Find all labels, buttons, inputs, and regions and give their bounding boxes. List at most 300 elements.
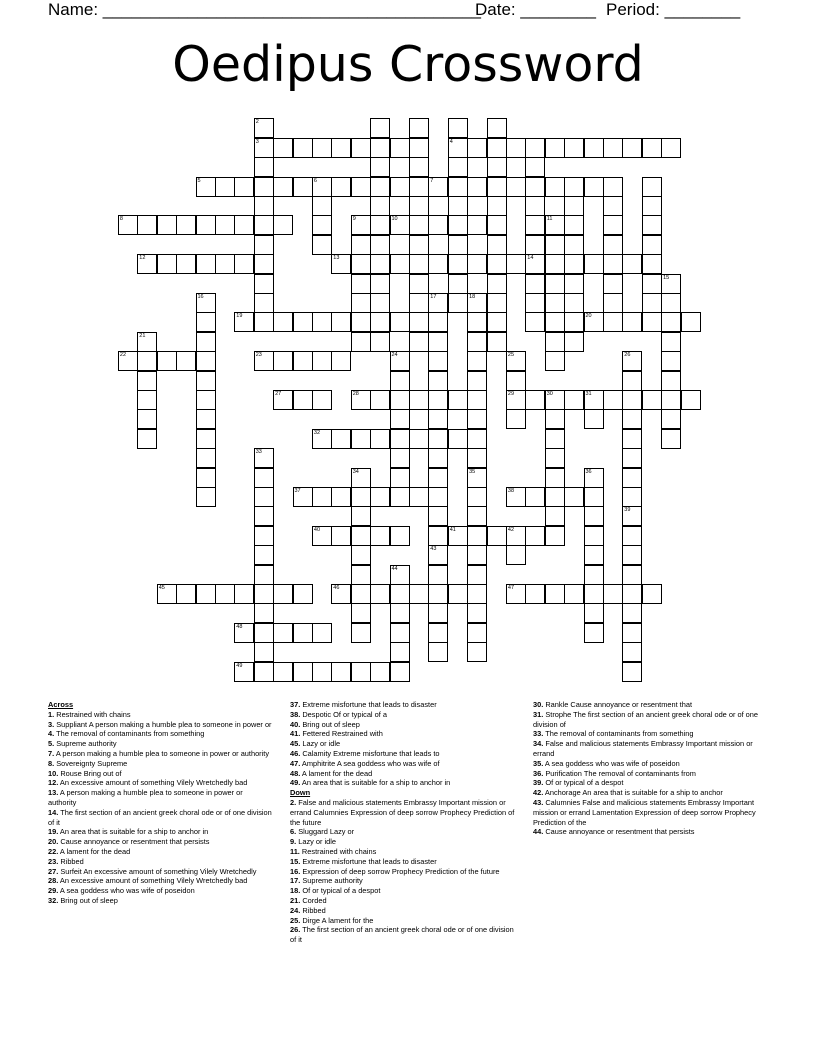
grid-cell[interactable] — [176, 351, 196, 371]
grid-cell[interactable] — [428, 409, 448, 429]
grid-cell[interactable] — [390, 351, 410, 371]
grid-cell[interactable] — [564, 235, 584, 255]
grid-cell[interactable] — [661, 390, 681, 410]
grid-cell[interactable] — [234, 662, 254, 682]
grid-cell[interactable] — [331, 487, 351, 507]
grid-cell[interactable] — [622, 448, 642, 468]
grid-cell[interactable] — [622, 662, 642, 682]
grid-cell[interactable] — [370, 429, 390, 449]
grid-cell[interactable] — [157, 215, 177, 235]
grid-cell[interactable] — [448, 196, 468, 216]
grid-cell[interactable] — [525, 584, 545, 604]
grid-cell[interactable] — [642, 235, 662, 255]
grid-cell[interactable] — [661, 409, 681, 429]
grid-cell[interactable] — [467, 332, 487, 352]
grid-cell[interactable] — [584, 177, 604, 197]
grid-cell[interactable] — [506, 487, 526, 507]
grid-cell[interactable] — [603, 254, 623, 274]
grid-cell[interactable] — [487, 235, 507, 255]
grid-cell[interactable] — [234, 584, 254, 604]
grid-cell[interactable] — [293, 177, 313, 197]
grid-cell[interactable] — [273, 662, 293, 682]
grid-cell[interactable] — [254, 468, 274, 488]
grid-cell[interactable] — [642, 215, 662, 235]
grid-cell[interactable] — [390, 371, 410, 391]
grid-cell[interactable] — [622, 138, 642, 158]
grid-cell[interactable] — [506, 526, 526, 546]
grid-cell[interactable] — [254, 487, 274, 507]
grid-cell[interactable] — [487, 215, 507, 235]
grid-cell[interactable] — [196, 390, 216, 410]
grid-cell[interactable] — [351, 506, 371, 526]
grid-cell[interactable] — [254, 215, 274, 235]
grid-cell[interactable] — [584, 312, 604, 332]
grid-cell[interactable] — [545, 584, 565, 604]
grid-cell[interactable] — [603, 235, 623, 255]
grid-cell[interactable] — [351, 177, 371, 197]
grid-cell[interactable] — [448, 274, 468, 294]
grid-cell[interactable] — [584, 584, 604, 604]
grid-cell[interactable] — [312, 429, 332, 449]
grid-cell[interactable] — [390, 662, 410, 682]
name-field[interactable]: Name: ________________________________________ — [48, 0, 481, 19]
grid-cell[interactable] — [487, 196, 507, 216]
grid-cell[interactable] — [642, 390, 662, 410]
grid-cell[interactable] — [215, 215, 235, 235]
grid-cell[interactable] — [564, 196, 584, 216]
grid-cell[interactable] — [351, 293, 371, 313]
grid-cell[interactable] — [428, 351, 448, 371]
grid-cell[interactable] — [467, 565, 487, 585]
grid-cell[interactable] — [196, 487, 216, 507]
grid-cell[interactable] — [642, 254, 662, 274]
grid-cell[interactable] — [545, 448, 565, 468]
grid-cell[interactable] — [351, 545, 371, 565]
grid-cell[interactable] — [351, 274, 371, 294]
grid-cell[interactable] — [254, 642, 274, 662]
grid-cell[interactable] — [428, 312, 448, 332]
grid-cell[interactable] — [467, 506, 487, 526]
grid-cell[interactable] — [448, 390, 468, 410]
grid-cell[interactable] — [331, 662, 351, 682]
grid-cell[interactable] — [545, 235, 565, 255]
grid-cell[interactable] — [293, 351, 313, 371]
grid-cell[interactable] — [564, 390, 584, 410]
grid-cell[interactable] — [428, 215, 448, 235]
grid-cell[interactable] — [545, 429, 565, 449]
grid-cell[interactable] — [622, 506, 642, 526]
grid-cell[interactable] — [584, 565, 604, 585]
grid-cell[interactable] — [370, 177, 390, 197]
grid-cell[interactable] — [622, 545, 642, 565]
grid-cell[interactable] — [428, 623, 448, 643]
grid-cell[interactable] — [390, 215, 410, 235]
grid-cell[interactable] — [331, 429, 351, 449]
grid-cell[interactable] — [428, 506, 448, 526]
grid-cell[interactable] — [428, 429, 448, 449]
grid-cell[interactable] — [370, 487, 390, 507]
grid-cell[interactable] — [390, 177, 410, 197]
grid-cell[interactable] — [254, 118, 274, 138]
grid-cell[interactable] — [409, 332, 429, 352]
grid-cell[interactable] — [448, 157, 468, 177]
grid-cell[interactable] — [428, 468, 448, 488]
grid-cell[interactable] — [584, 138, 604, 158]
grid-cell[interactable] — [254, 351, 274, 371]
grid-cell[interactable] — [351, 526, 371, 546]
grid-cell[interactable] — [409, 177, 429, 197]
grid-cell[interactable] — [545, 293, 565, 313]
grid-cell[interactable] — [525, 196, 545, 216]
grid-cell[interactable] — [293, 390, 313, 410]
grid-cell[interactable] — [157, 351, 177, 371]
grid-cell[interactable] — [409, 429, 429, 449]
grid-cell[interactable] — [312, 526, 332, 546]
grid-cell[interactable] — [196, 312, 216, 332]
grid-cell[interactable] — [467, 603, 487, 623]
grid-cell[interactable] — [196, 351, 216, 371]
grid-cell[interactable] — [506, 371, 526, 391]
grid-cell[interactable] — [506, 254, 526, 274]
grid-cell[interactable] — [448, 138, 468, 158]
grid-cell[interactable] — [370, 526, 390, 546]
grid-cell[interactable] — [603, 138, 623, 158]
grid-cell[interactable] — [642, 138, 662, 158]
grid-cell[interactable] — [234, 623, 254, 643]
grid-cell[interactable] — [331, 312, 351, 332]
grid-cell[interactable] — [448, 118, 468, 138]
grid-cell[interactable] — [584, 526, 604, 546]
grid-cell[interactable] — [448, 584, 468, 604]
grid-cell[interactable] — [467, 177, 487, 197]
grid-cell[interactable] — [196, 177, 216, 197]
grid-cell[interactable] — [428, 293, 448, 313]
grid-cell[interactable] — [467, 390, 487, 410]
grid-cell[interactable] — [351, 138, 371, 158]
grid-cell[interactable] — [448, 429, 468, 449]
grid-cell[interactable] — [254, 584, 274, 604]
grid-cell[interactable] — [196, 371, 216, 391]
grid-cell[interactable] — [428, 565, 448, 585]
grid-cell[interactable] — [487, 138, 507, 158]
date-field[interactable]: Date: ________ — [475, 0, 596, 19]
grid-cell[interactable] — [409, 254, 429, 274]
grid-cell[interactable] — [622, 254, 642, 274]
grid-cell[interactable] — [448, 215, 468, 235]
grid-cell[interactable] — [273, 584, 293, 604]
grid-cell[interactable] — [137, 332, 157, 352]
grid-cell[interactable] — [234, 215, 254, 235]
grid-cell[interactable] — [254, 196, 274, 216]
grid-cell[interactable] — [254, 312, 274, 332]
grid-cell[interactable] — [661, 312, 681, 332]
grid-cell[interactable] — [409, 157, 429, 177]
grid-cell[interactable] — [467, 623, 487, 643]
grid-cell[interactable] — [467, 487, 487, 507]
grid-cell[interactable] — [312, 177, 332, 197]
grid-cell[interactable] — [137, 390, 157, 410]
grid-cell[interactable] — [254, 526, 274, 546]
grid-cell[interactable] — [661, 351, 681, 371]
grid-cell[interactable] — [312, 215, 332, 235]
grid-cell[interactable] — [293, 623, 313, 643]
grid-cell[interactable] — [622, 351, 642, 371]
grid-cell[interactable] — [409, 487, 429, 507]
grid-cell[interactable] — [428, 448, 448, 468]
grid-cell[interactable] — [584, 390, 604, 410]
grid-cell[interactable] — [157, 254, 177, 274]
grid-cell[interactable] — [390, 584, 410, 604]
grid-cell[interactable] — [390, 565, 410, 585]
grid-cell[interactable] — [564, 312, 584, 332]
grid-cell[interactable] — [525, 390, 545, 410]
grid-cell[interactable] — [254, 157, 274, 177]
grid-cell[interactable] — [254, 506, 274, 526]
grid-cell[interactable] — [545, 332, 565, 352]
grid-cell[interactable] — [584, 487, 604, 507]
grid-cell[interactable] — [137, 351, 157, 371]
grid-cell[interactable] — [467, 312, 487, 332]
grid-cell[interactable] — [564, 138, 584, 158]
grid-cell[interactable] — [622, 526, 642, 546]
grid-cell[interactable] — [622, 409, 642, 429]
grid-cell[interactable] — [661, 138, 681, 158]
grid-cell[interactable] — [487, 312, 507, 332]
grid-cell[interactable] — [390, 487, 410, 507]
grid-cell[interactable] — [525, 177, 545, 197]
grid-cell[interactable] — [254, 235, 274, 255]
grid-cell[interactable] — [448, 235, 468, 255]
grid-cell[interactable] — [448, 293, 468, 313]
grid-cell[interactable] — [409, 312, 429, 332]
grid-cell[interactable] — [390, 312, 410, 332]
grid-cell[interactable] — [622, 584, 642, 604]
grid-cell[interactable] — [351, 468, 371, 488]
grid-cell[interactable] — [351, 584, 371, 604]
grid-cell[interactable] — [331, 351, 351, 371]
grid-cell[interactable] — [293, 138, 313, 158]
grid-cell[interactable] — [331, 584, 351, 604]
grid-cell[interactable] — [370, 254, 390, 274]
grid-cell[interactable] — [254, 254, 274, 274]
grid-cell[interactable] — [370, 118, 390, 138]
grid-cell[interactable] — [487, 332, 507, 352]
grid-cell[interactable] — [487, 157, 507, 177]
grid-cell[interactable] — [234, 177, 254, 197]
grid-cell[interactable] — [254, 293, 274, 313]
grid-cell[interactable] — [254, 177, 274, 197]
grid-cell[interactable] — [215, 254, 235, 274]
grid-cell[interactable] — [370, 332, 390, 352]
grid-cell[interactable] — [351, 487, 371, 507]
grid-cell[interactable] — [564, 274, 584, 294]
grid-cell[interactable] — [448, 526, 468, 546]
grid-cell[interactable] — [525, 526, 545, 546]
grid-cell[interactable] — [351, 623, 371, 643]
grid-cell[interactable] — [622, 468, 642, 488]
grid-cell[interactable] — [370, 157, 390, 177]
grid-cell[interactable] — [661, 293, 681, 313]
grid-cell[interactable] — [370, 662, 390, 682]
grid-cell[interactable] — [196, 448, 216, 468]
grid-cell[interactable] — [545, 138, 565, 158]
grid-cell[interactable] — [428, 545, 448, 565]
grid-cell[interactable] — [545, 312, 565, 332]
grid-cell[interactable] — [428, 390, 448, 410]
grid-cell[interactable] — [312, 351, 332, 371]
grid-cell[interactable] — [545, 526, 565, 546]
grid-cell[interactable] — [254, 274, 274, 294]
grid-cell[interactable] — [506, 584, 526, 604]
grid-cell[interactable] — [390, 390, 410, 410]
grid-cell[interactable] — [545, 506, 565, 526]
grid-cell[interactable] — [370, 274, 390, 294]
grid-cell[interactable] — [487, 293, 507, 313]
grid-cell[interactable] — [545, 409, 565, 429]
grid-cell[interactable] — [312, 623, 332, 643]
grid-cell[interactable] — [603, 390, 623, 410]
grid-cell[interactable] — [603, 215, 623, 235]
grid-cell[interactable] — [467, 429, 487, 449]
grid-cell[interactable] — [467, 371, 487, 391]
grid-cell[interactable] — [603, 293, 623, 313]
grid-cell[interactable] — [467, 254, 487, 274]
grid-cell[interactable] — [428, 371, 448, 391]
grid-cell[interactable] — [196, 584, 216, 604]
grid-cell[interactable] — [525, 274, 545, 294]
grid-cell[interactable] — [312, 662, 332, 682]
grid-cell[interactable] — [525, 487, 545, 507]
grid-cell[interactable] — [312, 235, 332, 255]
grid-cell[interactable] — [622, 487, 642, 507]
grid-cell[interactable] — [331, 177, 351, 197]
grid-cell[interactable] — [622, 565, 642, 585]
grid-cell[interactable] — [390, 642, 410, 662]
grid-cell[interactable] — [545, 254, 565, 274]
grid-cell[interactable] — [254, 545, 274, 565]
grid-cell[interactable] — [196, 254, 216, 274]
grid-cell[interactable] — [622, 603, 642, 623]
grid-cell[interactable] — [331, 138, 351, 158]
grid-cell[interactable] — [564, 293, 584, 313]
grid-cell[interactable] — [661, 371, 681, 391]
grid-cell[interactable] — [622, 312, 642, 332]
grid-cell[interactable] — [506, 351, 526, 371]
grid-cell[interactable] — [584, 409, 604, 429]
grid-cell[interactable] — [525, 215, 545, 235]
grid-cell[interactable] — [428, 332, 448, 352]
grid-cell[interactable] — [409, 274, 429, 294]
grid-cell[interactable] — [176, 584, 196, 604]
grid-cell[interactable] — [409, 235, 429, 255]
grid-cell[interactable] — [506, 138, 526, 158]
grid-cell[interactable] — [273, 138, 293, 158]
grid-cell[interactable] — [370, 293, 390, 313]
grid-cell[interactable] — [137, 215, 157, 235]
grid-cell[interactable] — [487, 254, 507, 274]
grid-cell[interactable] — [370, 215, 390, 235]
grid-cell[interactable] — [661, 332, 681, 352]
grid-cell[interactable] — [196, 215, 216, 235]
grid-cell[interactable] — [467, 448, 487, 468]
grid-cell[interactable] — [390, 468, 410, 488]
grid-cell[interactable] — [622, 390, 642, 410]
grid-cell[interactable] — [681, 312, 701, 332]
grid-cell[interactable] — [234, 254, 254, 274]
grid-cell[interactable] — [351, 565, 371, 585]
grid-cell[interactable] — [409, 215, 429, 235]
grid-cell[interactable] — [293, 487, 313, 507]
grid-cell[interactable] — [409, 390, 429, 410]
grid-cell[interactable] — [196, 429, 216, 449]
grid-cell[interactable] — [428, 254, 448, 274]
grid-cell[interactable] — [642, 584, 662, 604]
grid-cell[interactable] — [293, 662, 313, 682]
grid-cell[interactable] — [176, 215, 196, 235]
grid-cell[interactable] — [312, 138, 332, 158]
grid-cell[interactable] — [118, 351, 138, 371]
grid-cell[interactable] — [525, 293, 545, 313]
grid-cell[interactable] — [487, 274, 507, 294]
grid-cell[interactable] — [312, 312, 332, 332]
grid-cell[interactable] — [118, 215, 138, 235]
grid-cell[interactable] — [428, 642, 448, 662]
grid-cell[interactable] — [196, 409, 216, 429]
grid-cell[interactable] — [428, 526, 448, 546]
grid-cell[interactable] — [584, 468, 604, 488]
grid-cell[interactable] — [545, 468, 565, 488]
grid-cell[interactable] — [467, 584, 487, 604]
grid-cell[interactable] — [506, 545, 526, 565]
grid-cell[interactable] — [351, 662, 371, 682]
grid-cell[interactable] — [428, 177, 448, 197]
grid-cell[interactable] — [254, 623, 274, 643]
grid-cell[interactable] — [603, 196, 623, 216]
grid-cell[interactable] — [487, 526, 507, 546]
grid-cell[interactable] — [467, 468, 487, 488]
grid-cell[interactable] — [525, 235, 545, 255]
grid-cell[interactable] — [622, 429, 642, 449]
grid-cell[interactable] — [642, 312, 662, 332]
grid-cell[interactable] — [351, 312, 371, 332]
grid-cell[interactable] — [273, 177, 293, 197]
grid-cell[interactable] — [448, 254, 468, 274]
grid-cell[interactable] — [351, 235, 371, 255]
grid-cell[interactable] — [603, 312, 623, 332]
grid-cell[interactable] — [409, 584, 429, 604]
grid-cell[interactable] — [506, 409, 526, 429]
grid-cell[interactable] — [254, 565, 274, 585]
grid-cell[interactable] — [525, 254, 545, 274]
grid-cell[interactable] — [584, 545, 604, 565]
grid-cell[interactable] — [254, 603, 274, 623]
grid-cell[interactable] — [312, 487, 332, 507]
grid-cell[interactable] — [273, 215, 293, 235]
grid-cell[interactable] — [603, 274, 623, 294]
grid-cell[interactable] — [370, 138, 390, 158]
grid-cell[interactable] — [467, 351, 487, 371]
grid-cell[interactable] — [603, 584, 623, 604]
grid-cell[interactable] — [351, 603, 371, 623]
grid-cell[interactable] — [273, 312, 293, 332]
grid-cell[interactable] — [351, 332, 371, 352]
grid-cell[interactable] — [157, 584, 177, 604]
grid-cell[interactable] — [390, 526, 410, 546]
grid-cell[interactable] — [390, 448, 410, 468]
grid-cell[interactable] — [661, 429, 681, 449]
grid-cell[interactable] — [370, 312, 390, 332]
period-field[interactable]: Period: ________ — [606, 0, 741, 19]
